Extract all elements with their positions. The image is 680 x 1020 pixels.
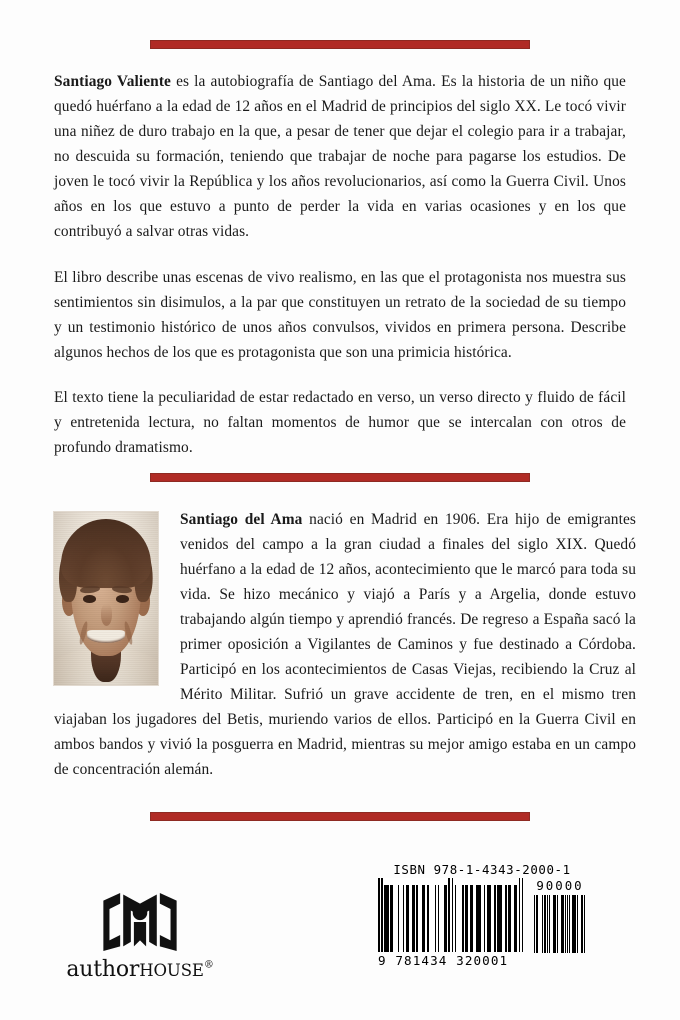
author-bio-section	[54, 508, 636, 782]
wordmark-author: author	[66, 957, 140, 982]
authorhouse-book-figure-icon	[101, 893, 179, 951]
portrait-chin	[89, 647, 122, 664]
author-bio-body: nació en Madrid en 1906. Era hijo de emigrantes venidos del campo a la gran ciudad a finales del siglo XIX. Quedó huérfano a la edad de 12 años, acontecimiento que le marcó para toda su vida. Se hizo mecánico y viajó a París y a Argelia, donde estuvo trabajando algún tiempo y aprendió francés. De regreso a España sacó la primer oposición a Vigilantes de Caminos y fue destinado a Córdoba. Participó en los acontecimientos de Casas Viejas, recibiendo la Cruz al Mérito Militar. Sufrió un grave accidente de tren, en el mismo tren viajaban los jugadores del Betis, muriendo varios de ellos. Participó en la Guerra Civil en ambos bandos y vivió la posguerra en Madrid, mientras su mejor amigo estaba en un campo de concentración alemán.	[54, 511, 636, 778]
isbn-text: ISBN 978-1-4343-2000-1	[393, 862, 571, 877]
decorative-rule-top	[150, 40, 530, 49]
wordmark-house: HOUSE	[139, 961, 204, 980]
portrait-eye-left	[83, 595, 95, 603]
decorative-rule-bottom	[150, 812, 530, 821]
blurb-paragraph-3: El texto tiene la peculiaridad de estar redactado en verso, un verso directo y fluido de fácil y entretenida lectura, no faltan momentos de humor que se intercalan con otros de profundo dramatismo.	[54, 389, 626, 457]
blurb-paragraph-1	[54, 70, 626, 245]
author-name-bold: Santiago del Ama	[180, 511, 303, 528]
barcode-ean13	[378, 878, 524, 968]
author-portrait	[54, 512, 158, 685]
barcode-ean13-bars	[378, 878, 524, 952]
authorhouse-wordmark	[60, 959, 220, 981]
barcode-row	[378, 878, 586, 968]
blurb-paragraph-1-text: es la autobiografía de Santiago del Ama. Es la historia de un niño que quedó huérfano a la edad de 12 años en el Madrid de principios del siglo XX. Le tocó vivir una niñez de duro trabajo en la que, a pesar de tener que dejar el colegio para ir a trabajar, no descuida su formación, teniendo que trabajar de noche para pagarse los estudios. De joven le tocó vivir la República y los años revolucionarios, así como la Guerra Civil. Unos años en los que estuvo a punto de perder la vida en varias ocasiones y en los que contribuyó a salvar otras vidas.	[54, 73, 626, 240]
barcode-addon5-digits: 90000	[536, 878, 584, 893]
publisher-logo-block	[60, 893, 220, 981]
decorative-rule-middle	[150, 473, 530, 482]
isbn-barcode-block	[378, 862, 586, 968]
portrait-eye-right	[116, 595, 128, 603]
barcode-addon5	[534, 878, 586, 953]
book-blurb	[54, 70, 626, 461]
barcode-ean13-digits: 9 781434 320001	[378, 953, 509, 968]
barcode-addon5-bars	[534, 895, 586, 953]
wordmark-registered-mark: ®	[203, 959, 214, 971]
book-title-bold: Santiago Valiente	[54, 73, 171, 90]
blurb-paragraph-2: El libro describe unas escenas de vivo realismo, en las que el protagonista nos muestra sus sentimientos sin disimulos, a la par que constituyen un retrato de la sociedad de su tiempo y un testimonio histórico de unos años convulsos, vividos en primera persona. Describe algunos hechos de los que es protagonista que son una primicia histórica.	[54, 268, 626, 361]
